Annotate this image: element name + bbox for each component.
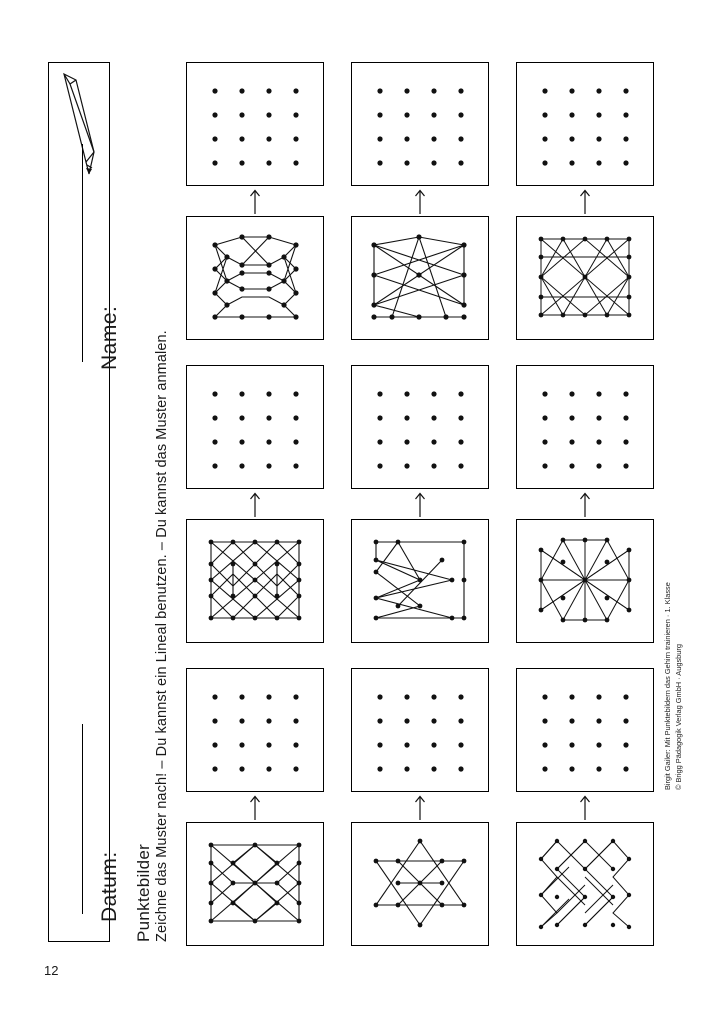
header-column — [42, 62, 170, 942]
date-writing-line[interactable] — [82, 724, 83, 914]
instruction-text: Zeichne das Muster nach! – Du kannst ein Lineal benutzen. – Du kannst das Muster anmalen. — [154, 330, 170, 942]
pattern-figure-2 — [351, 216, 489, 340]
page-number: 12 — [44, 963, 59, 978]
pattern-figure-1 — [186, 216, 324, 340]
pattern-figure-7 — [186, 822, 324, 946]
date-label: Datum: — [98, 851, 121, 922]
exercise-band-3 — [186, 668, 666, 948]
copyright-credit — [663, 582, 684, 790]
answer-grid-2[interactable] — [351, 62, 489, 186]
page-title: Punktebilder — [134, 843, 153, 942]
name-writing-line[interactable] — [82, 144, 83, 362]
answer-grid-7[interactable] — [186, 668, 324, 792]
pattern-figure-5 — [351, 519, 489, 643]
answer-grid-9[interactable] — [516, 668, 654, 792]
arrow-up-icon-5 — [351, 491, 489, 519]
arrow-up-icon-9 — [516, 794, 654, 822]
credit-line-2: © Brigg Pädagogik Verlag GmbH · Augsburg — [673, 644, 683, 790]
arrow-up-icon-1 — [186, 188, 324, 216]
exercise-band-1 — [186, 62, 666, 342]
name-date-box — [48, 62, 110, 942]
arrow-up-icon-3 — [516, 188, 654, 216]
pattern-figure-6 — [516, 519, 654, 643]
arrow-up-icon-6 — [516, 491, 654, 519]
pattern-figure-4 — [186, 519, 324, 643]
pencil-icon — [56, 70, 102, 180]
arrow-up-icon-7 — [186, 794, 324, 822]
credit-line-1: Birgit Gailer: Mit Punktebildern das Gehirn trainieren · 1. Klasse — [663, 582, 672, 790]
answer-grid-6[interactable] — [516, 365, 654, 489]
pattern-figure-3 — [516, 216, 654, 340]
name-label: Name: — [98, 305, 121, 370]
answer-grid-1[interactable] — [186, 62, 324, 186]
arrow-up-icon-2 — [351, 188, 489, 216]
exercise-grid — [186, 62, 666, 944]
pattern-figure-9 — [516, 822, 654, 946]
exercise-band-2 — [186, 365, 666, 645]
answer-grid-8[interactable] — [351, 668, 489, 792]
answer-grid-4[interactable] — [186, 365, 324, 489]
answer-grid-5[interactable] — [351, 365, 489, 489]
arrow-up-icon-8 — [351, 794, 489, 822]
pattern-figure-8 — [351, 822, 489, 946]
arrow-up-icon-4 — [186, 491, 324, 519]
answer-grid-3[interactable] — [516, 62, 654, 186]
